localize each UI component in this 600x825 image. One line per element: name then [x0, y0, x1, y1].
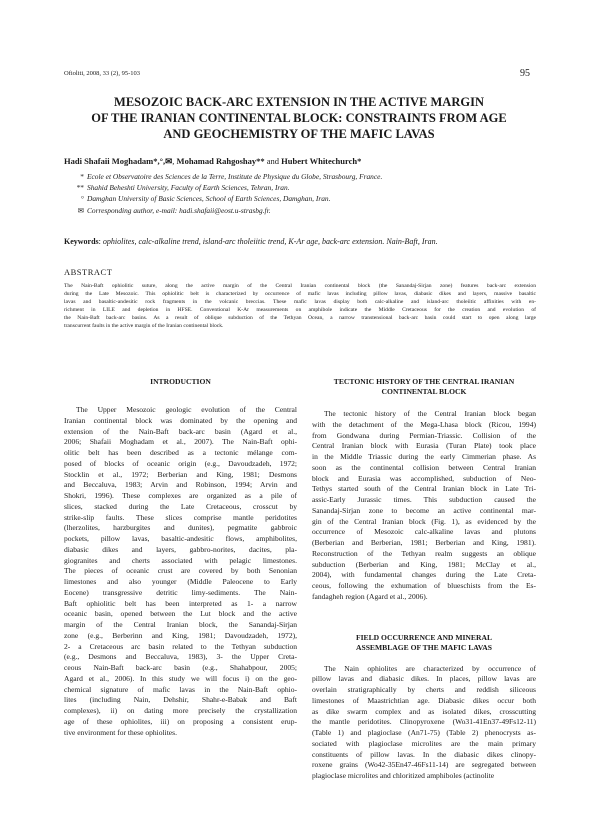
affiliations: [70, 171, 382, 216]
text-line: The Nain-Baft ophiolitic suture, along the active margin of the Central Iranian continental block (the Sanandaj-Sirjan zone) features back-arc extension: [64, 283, 536, 289]
text-line: Stocklin et al., 1972; Berberian and King, 1981; Desmons: [64, 469, 297, 479]
text-line: from Gondwana during Permian-Triassic. Collision of the: [312, 430, 536, 440]
section-heading-tectonic: [312, 377, 536, 397]
text-line: zone (e.g., Berberinn and King, 1981; Davoudzadeh, 1972),: [64, 630, 297, 640]
text-line: the mantle peridotites. Clinopyroxene (Wo31-41En37-49Fs12-11): [312, 717, 536, 727]
affiliation-mark: *: [80, 172, 84, 181]
abstract-heading: ABSTRACT: [64, 267, 113, 277]
text-line: (Table 1) and plagioclase (An71-75) (Table 2) phenocrysts as-: [312, 728, 536, 737]
author-separator: ,: [172, 156, 177, 166]
affiliation: [70, 171, 382, 182]
text-line: 2006; Shafaii Moghadam et al., 2007). The Nain-Baft ophi-: [64, 437, 297, 447]
text-line: (e.g., Desmons and Beccaluva, 1983), 3- the Upper Creta-: [64, 652, 297, 662]
journal-citation: Ofioliti, 2008, 33 (2), 95-103: [64, 70, 141, 77]
text-line: Reconstruction of the Tethyan realm suggests an oblique: [312, 548, 536, 558]
text-line: The tectonic history of the Central Iranian block began: [324, 409, 536, 418]
text-line: Central Iranian block with Eurasia (Turan Plate) took place: [312, 441, 536, 451]
author-name: Hadi Shafaii Moghadam*,°,✉: [64, 156, 173, 166]
text-line: in the Middle Triassic during the early Cimmerian phase. As: [312, 452, 536, 461]
title-line: AND GEOCHEMISTRY OF THE MAFIC LAVAS: [163, 127, 435, 141]
text-line: Iranian continental block was dominated by the opening and: [64, 415, 297, 425]
envelope-icon: ✉: [77, 205, 84, 215]
text-line: richment in LILE and depletion in HFSE. Conventional K-Ar measurements on amphibole indicate the Middle Cretaceous for the creation and evolution of: [64, 307, 536, 314]
text-line: olitic belt has been described as a tectonic mélange com-: [64, 448, 297, 457]
heading-line: CONTINENTAL BLOCK: [381, 387, 467, 396]
text-line: The Upper Mesozoic geologic evolution of the Central: [76, 405, 297, 414]
text-line: The Nain ophiolites are characterized by occurrence of: [324, 663, 536, 673]
author-list: [64, 156, 361, 167]
keywords-colon: :: [98, 237, 103, 246]
affiliation: [70, 193, 382, 204]
page-number: 95: [520, 68, 530, 79]
text-line: limestones of Maastrichtian age. Diabasic dikes occur both: [312, 695, 536, 705]
abstract-text: [64, 282, 536, 331]
text-line: assic-Early Jurassic times. This subduction caused the: [312, 495, 536, 504]
tectonic-text: [312, 409, 536, 603]
text-line: constituents of pillow lavas. In the diabasic dikes clinopy-: [312, 749, 536, 759]
text-line: slices, stacked during the Late Cretaceous, crosscut by: [64, 501, 297, 511]
author-separator: and: [264, 156, 282, 166]
title-line: MESOZOIC BACK-ARC EXTENSION IN THE ACTIVE MARGIN: [114, 95, 484, 109]
text-line: limestones and also younger (Middle Paleocene to Early: [64, 577, 297, 586]
text-line: 2- a Cretaceous arc basin related to the Tethyan subduction: [64, 641, 297, 651]
text-line: oceanic basin, opened between the Lut block and the active: [64, 609, 297, 619]
text-line: with the detachment of the Mega-Lhasa block (Ricou, 1994): [312, 419, 536, 429]
text-line: the Nain-Baft back-arc basins. As a result of oblique subduction of the Tethyan Ocean, a narrow transtensional back-arc basin could start to open along large: [64, 315, 536, 322]
text-line: overlain stratigraphically by cherts and reddish siliceous: [312, 685, 536, 694]
text-line: block and Eurasia was accomplished, subduction of Neo-: [312, 473, 536, 483]
heading-line: FIELD OCCURRENCE AND MINERAL: [355, 632, 493, 642]
text-line: age of these ophiolites, iii) on proposing a consistent erup-: [64, 716, 297, 726]
text-line: extension of the Nain-Baft back-arc basin (Agard et al.,: [64, 426, 297, 436]
heading-line: TECTONIC HISTORY OF THE CENTRAL IRANIAN: [333, 377, 515, 386]
text-line: Sanandaj-Sirjan zone to become an active continental mar-: [312, 505, 536, 515]
text-line: Shokri, 1996). These complexes are organized as a pile of: [64, 491, 297, 500]
text-line: strike-slip faults. These slices comprise mantle peridotites: [64, 512, 297, 522]
left-column: [64, 377, 297, 738]
text-line: occurrence of Mesozoic calc-alkaline lavas and plutons: [312, 527, 536, 537]
text-line: complexes), ii) on dating more precisely the crystallization: [64, 706, 297, 715]
text-line: ceous, following the exhumation of blueschists from the Es-: [312, 581, 536, 590]
text-line: gin of the Central Iranian block (Fig. 1), as evidenced by the: [312, 516, 536, 526]
section-heading-introduction: INTRODUCTION: [150, 377, 211, 386]
text-line: fandagheh region (Agard et al., 2006).: [312, 591, 428, 601]
heading-line: ASSEMBLAGE OF THE MAFIC LAVAS: [355, 642, 492, 652]
text-line: posed of blocks of oceanic origin (e.g., Davoudzadeh, 1972;: [64, 458, 297, 468]
keywords-label: Keywords: [64, 237, 99, 246]
right-column: [312, 377, 536, 782]
paper-title: [64, 94, 534, 142]
affiliation: [70, 182, 382, 193]
text-line: giogranites and cherts associated with pelagic limestones.: [64, 555, 297, 565]
text-line: ceous Nain-Baft back-arc basin (e.g., Shahabpour, 2005;: [64, 663, 297, 672]
text-line: as dike swarm complex and as isolated dikes, crosscutting: [312, 706, 536, 716]
text-line: Agard et al., 2006). In this study we will focus i) on the geo-: [64, 673, 297, 683]
text-line: 2004), with fundamental changes during the Late Creta-: [312, 570, 536, 580]
text-line: Eocene) transgressive detritic limy-sediments. The Nain-: [64, 587, 297, 597]
affiliation: [70, 205, 382, 216]
text-line: and Beccaluva, 1983; Arvin and Robinson, 1994; Arvin and: [64, 480, 297, 490]
text-line: soon as the continental collision between Central Iranian: [312, 462, 536, 472]
text-line: The pieces of oceanic crust are covered by both Senonian: [64, 566, 297, 576]
affiliation-text: Shahid Beheshti University, Faculty of Earth Sciences, Tehran, Iran.: [87, 183, 290, 193]
affiliation-mark: °: [81, 194, 84, 204]
text-line: pockets, pillow lavas, basaltic-andesitic flows, amphibolites,: [64, 534, 297, 543]
affiliation-text: Damghan University of Basic Sciences, School of Earth Sciences, Damghan, Iran.: [87, 194, 331, 204]
text-line: chemical signature of mafic lavas in the Nain-Baft ophio-: [64, 684, 297, 694]
affiliation-text: Ecole et Observatoire des Sciences de la Terre, Institute de Physique du Globe, Strasbourg, France.: [87, 172, 383, 181]
text-line: subduction (Berberian and King, 1981; McClay et al.,: [312, 559, 536, 569]
affiliation-text: Corresponding author, e-mail: hadi.shafaii@eost.u-strasbg.fr.: [87, 205, 271, 215]
text-line: during the Late Mesozoic. This ophiolitic belt is characterized by occurrence of mafic lavas including pillow lavas, diabasic dikes and layers, massive basaltic: [64, 291, 536, 298]
text-line: margin of the Central Iranian block, the Sanandaj-Sirjan: [64, 620, 297, 629]
text-line: tive environment for these ophiolites.: [64, 727, 177, 737]
author-name: Hubert Whitechurch*: [281, 156, 362, 166]
text-line: lites (including Nain, Dehshir, Shahr-e-Babak and Baft: [64, 695, 297, 705]
text-line: Tethys started south of the Central Iranian block in Late Tri-: [312, 484, 536, 494]
title-line: OF THE IRANIAN CONTINENTAL BLOCK: CONSTRAINTS FROM AGE: [91, 111, 507, 125]
section-heading-field: [312, 633, 536, 653]
text-line: (lherzolites, harzburgites and dunites), pegmatite gabbroic: [64, 523, 297, 533]
text-line: lavas and basaltic-andesitic rock fragments in the volcanic breccias. These mafic lavas display both calc-alkaline and island-arc tholeiitic affinities with en-: [64, 299, 536, 306]
text-line: roxene grains (Wo42-35En47-46Fs11-14) are segregated between: [312, 760, 536, 770]
text-line: transcurrent faults in the active margin of the Iranian continental block.: [64, 323, 224, 330]
text-line: diabasic dikes and layers, gabbro-norites, dacites, pla-: [64, 544, 297, 554]
keywords-value: ophiolites, calc-alkaline trend, island-arc tholeiitic trend, K-Ar age, back-arc extension. Nain-Baft, Iran.: [102, 237, 438, 246]
text-line: plagioclase microlites and chloritized amphiboles (actinolite: [312, 771, 495, 780]
keywords: [64, 237, 438, 246]
introduction-text: [64, 405, 297, 738]
text-line: sociated with plagioclase microlites are the main primary: [312, 738, 536, 748]
field-text: [312, 664, 536, 782]
author-name: Mohamad Rahgoshay**: [176, 156, 265, 166]
text-line: Baft ophiolitic belt has been interpreted as 1- a narrow: [64, 598, 297, 608]
text-line: pillow lavas and diabasic dikes. In places, pillow lavas are: [312, 674, 536, 684]
affiliation-mark: **: [76, 183, 84, 193]
text-line: (Berberian and Berberian, 1981; Berberian and King, 1981).: [312, 538, 536, 547]
